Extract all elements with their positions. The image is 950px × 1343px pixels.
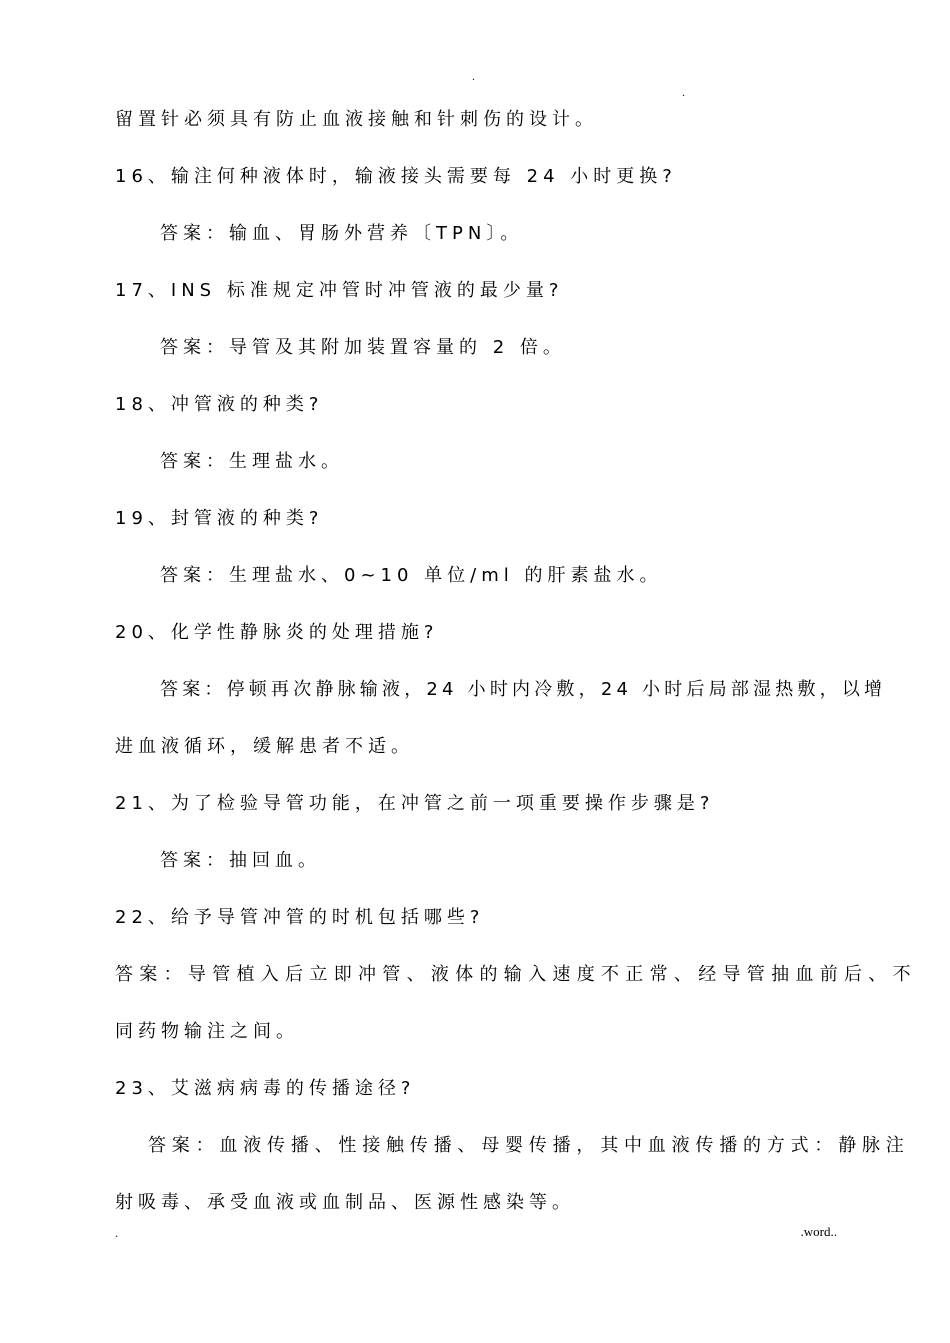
answer-20-line-1: 答案：停顿再次静脉输液，24 小时内冷敷，24 小时后局部湿热敷，以增: [160, 679, 887, 700]
footer-word-mark: .word..: [800, 1224, 837, 1239]
answer-18: 答案：生理盐水。: [160, 451, 344, 472]
question-18: 18、冲管液的种类?: [115, 394, 324, 415]
answer-23-line-1: 答案：血液传播、性接触传播、母婴传播，其中血液传播的方式：静脉注: [148, 1135, 910, 1156]
answer-23-line-2: 射吸毒、承受血液或血制品、医源性感染等。: [115, 1192, 575, 1213]
answer-21: 答案：抽回血。: [160, 850, 321, 871]
header-dot-right: .: [682, 85, 685, 99]
paragraph-line: 留置针必须具有防止血液接触和针刺伤的设计。: [115, 109, 598, 130]
answer-22-line-2: 同药物输注之间。: [115, 1021, 299, 1042]
answer-22-line-1: 答案：导管植入后立即冲管、液体的输入速度不正常、经导管抽血前后、不: [115, 964, 917, 985]
question-19: 19、封管液的种类?: [115, 508, 324, 529]
question-20: 20、化学性静脉炎的处理措施?: [115, 622, 439, 643]
question-21: 21、为了检验导管功能，在冲管之前一项重要操作步骤是?: [115, 793, 715, 814]
question-16: 16、输注何种液体时，输液接头需要每 24 小时更换?: [115, 166, 677, 187]
footer-left-mark: .: [115, 1226, 118, 1240]
answer-17: 答案：导管及其附加装置容量的 2 倍。: [160, 337, 566, 358]
question-22: 22、给予导管冲管的时机包括哪些?: [115, 907, 485, 928]
header-dot-left: .: [472, 69, 475, 83]
question-17: 17、INS 标准规定冲管时冲管液的最少量?: [115, 280, 564, 301]
question-23: 23、艾滋病病毒的传播途径?: [115, 1078, 416, 1099]
answer-19: 答案：生理盐水、0~10 单位/ml 的肝素盐水。: [160, 565, 663, 586]
answer-16: 答案：输血、胃肠外营养〔TPN〕。: [160, 223, 524, 244]
answer-20-line-2: 进血液循环，缓解患者不适。: [115, 736, 414, 757]
